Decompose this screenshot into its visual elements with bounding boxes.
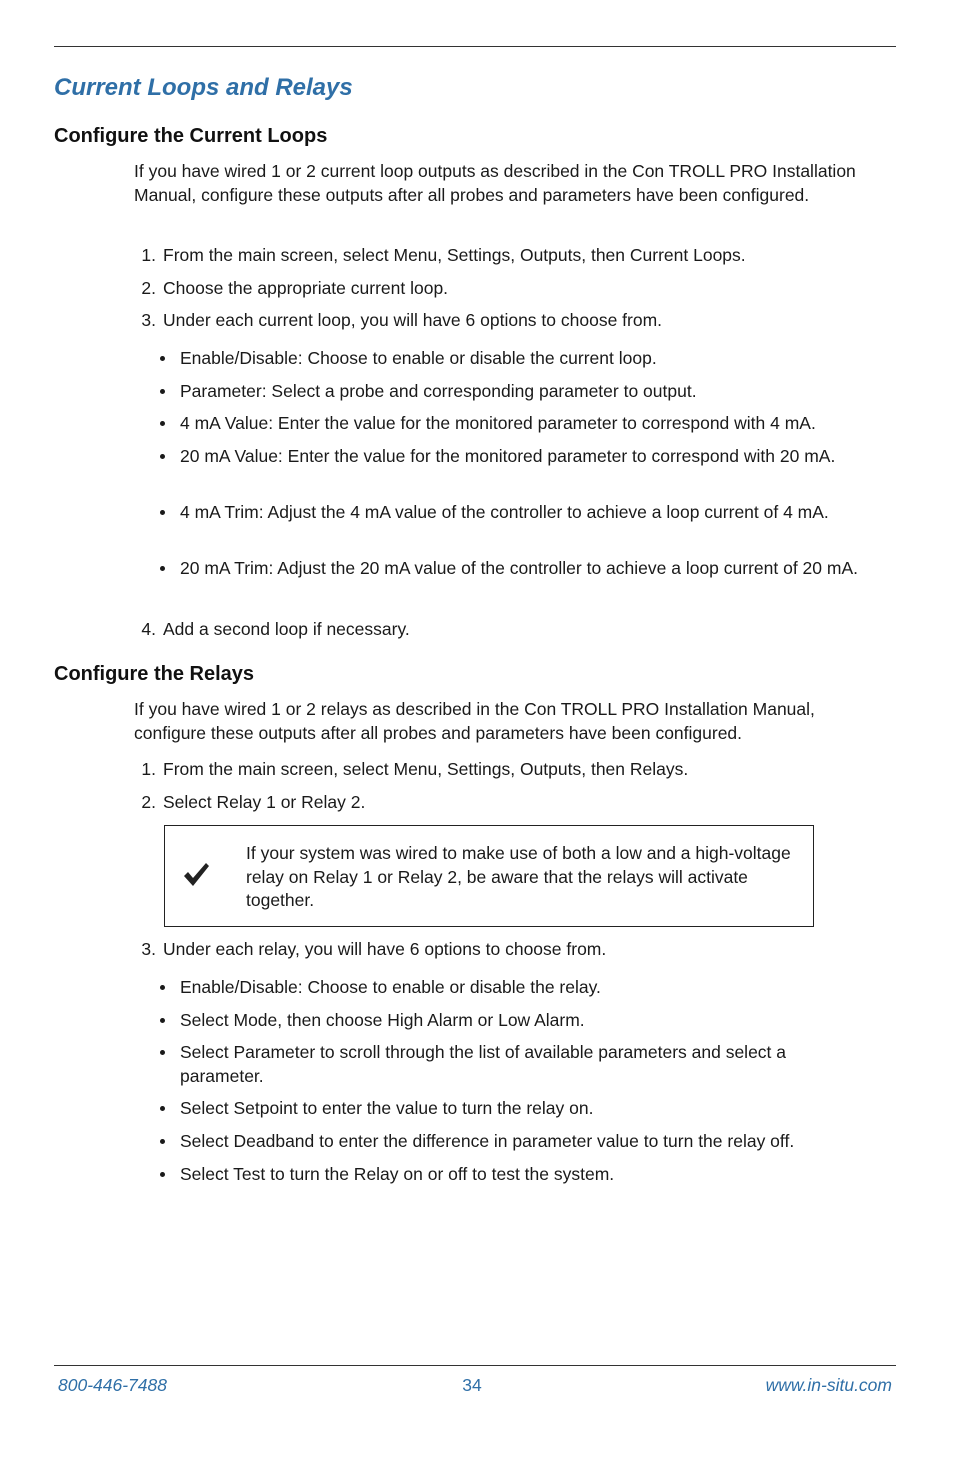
bullet-icon: [160, 356, 165, 361]
step-text: From the main screen, select Menu, Settings, Outputs, then Relays.: [163, 759, 689, 779]
bullet-icon: [160, 389, 165, 394]
note-box: [164, 825, 814, 927]
option-text: 4 mA Value: Enter the value for the monitored parameter to correspond with 4 mA.: [180, 413, 816, 433]
bullet-icon: [160, 510, 165, 515]
step-text: Add a second loop if necessary.: [163, 619, 410, 639]
bullet-icon: [160, 1106, 165, 1111]
header-rule: [54, 46, 896, 47]
option-text: 4 mA Trim: Adjust the 4 mA value of the controller to achieve a loop current of 4 mA.: [180, 502, 829, 522]
bullet-icon: [160, 1139, 165, 1144]
relays-heading: Configure the Relays: [54, 663, 255, 685]
step-number: 3.: [141, 939, 156, 959]
option-text: Select Test to turn the Relay on or off to test the system.: [180, 1164, 615, 1184]
option-text: Parameter: Select a probe and corresponding parameter to output.: [180, 381, 697, 401]
section-title: Current Loops and Relays: [54, 74, 353, 101]
relays-intro: If you have wired 1 or 2 relays as described in the Con TROLL PRO Installation Manual, configure these outputs after all probes and parameters have been configured.: [134, 699, 815, 743]
bullet-icon: [160, 1172, 165, 1177]
option-text: Enable/Disable: Choose to enable or disable the current loop.: [180, 348, 657, 368]
step-number: 2.: [141, 278, 156, 298]
bullet-icon: [160, 454, 165, 459]
checkmark-icon: [181, 860, 211, 890]
step-number: 4.: [141, 619, 156, 639]
step-number: 3.: [141, 310, 156, 330]
step-number: 2.: [141, 792, 156, 812]
bullet-icon: [160, 985, 165, 990]
step-text: Select Relay 1 or Relay 2.: [163, 792, 366, 812]
footer-rule: [54, 1365, 896, 1366]
current-loops-intro: If you have wired 1 or 2 current loop outputs as described in the Con TROLL PRO Installation Manual, configure these outputs after all probes and parameters have been configured.: [134, 161, 856, 205]
bullet-icon: [160, 1018, 165, 1023]
option-text: Select Mode, then choose High Alarm or Low Alarm.: [180, 1010, 585, 1030]
option-text: Select Parameter to scroll through the list of available parameters and select a parameter.: [180, 1042, 787, 1086]
step-number: 1.: [141, 245, 156, 265]
step-text: Under each current loop, you will have 6 options to choose from.: [163, 310, 663, 330]
option-text: 20 mA Value: Enter the value for the monitored parameter to correspond with 20 mA.: [180, 446, 836, 466]
step-text: Under each relay, you will have 6 options to choose from.: [163, 939, 607, 959]
footer-page-number: 34: [462, 1375, 482, 1395]
footer-phone: 800-446-7488: [58, 1375, 167, 1395]
option-text: 20 mA Trim: Adjust the 20 mA value of the controller to achieve a loop current of 20 mA.: [180, 558, 858, 578]
step-text: Choose the appropriate current loop.: [163, 278, 449, 298]
step-text: From the main screen, select Menu, Settings, Outputs, then Current Loops.: [163, 245, 746, 265]
bullet-icon: [160, 421, 165, 426]
current-loops-heading: Configure the Current Loops: [54, 125, 328, 147]
option-text: Select Setpoint to enter the value to turn the relay on.: [180, 1098, 594, 1118]
bullet-icon: [160, 566, 165, 571]
bullet-icon: [160, 1050, 165, 1055]
step-number: 1.: [141, 759, 156, 779]
note-text: If your system was wired to make use of both a low and a high-voltage relay on Relay 1 or Relay 2, be aware that the relays will activate together.: [246, 843, 791, 910]
option-text: Select Deadband to enter the difference in parameter value to turn the relay off.: [180, 1131, 795, 1151]
option-text: Enable/Disable: Choose to enable or disable the relay.: [180, 977, 601, 997]
footer-website-link[interactable]: www.in-situ.com: [765, 1375, 892, 1395]
